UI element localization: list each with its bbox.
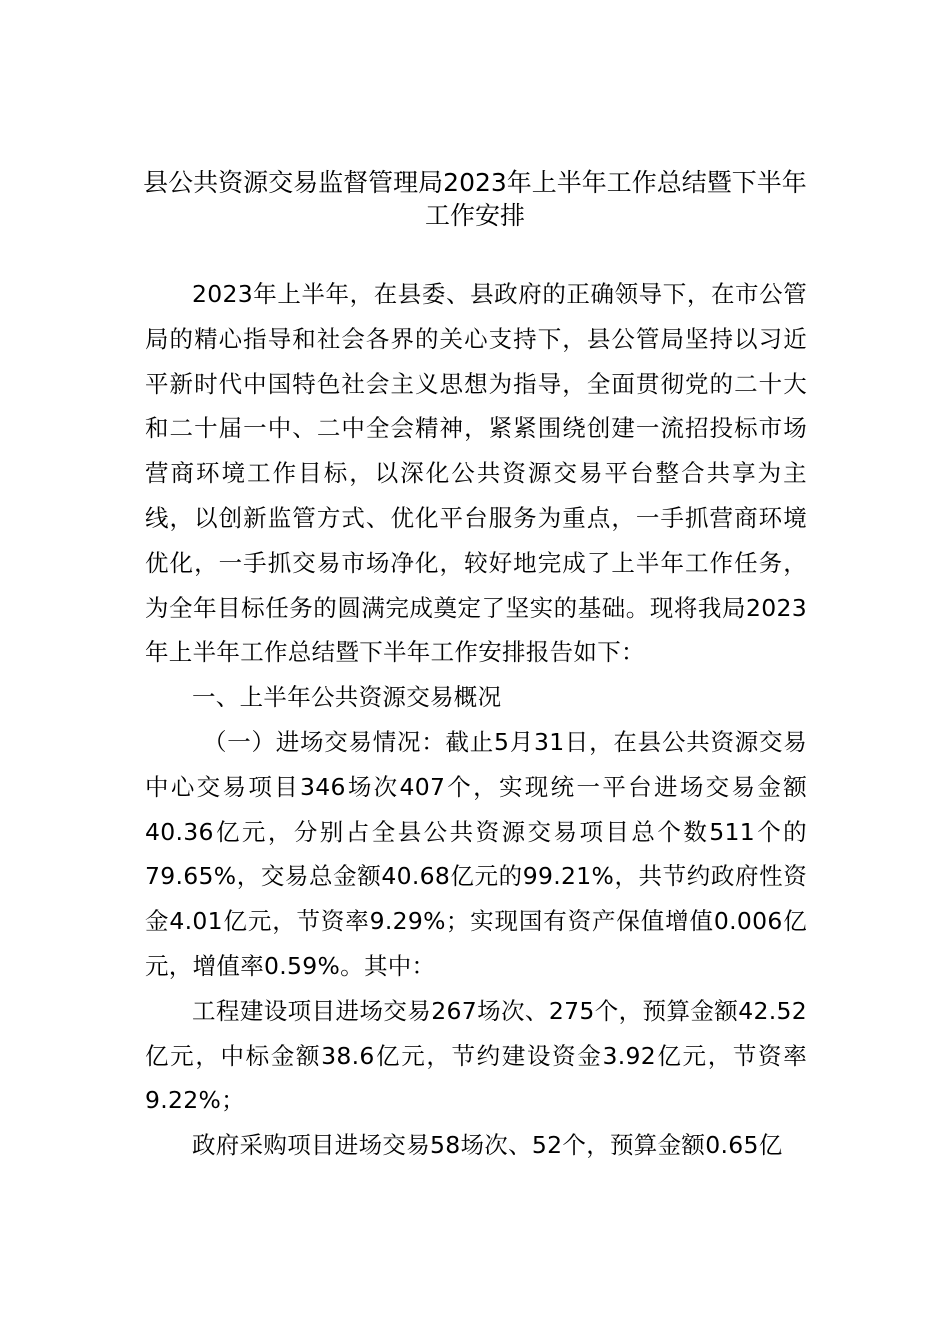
- document-title: [120, 166, 830, 232]
- procurement-paragraph: 政府采购项目进场交易58场次、52个，预算金额0.65亿: [192, 1131, 783, 1160]
- section-heading-1: 一、上半年公共资源交易概况: [192, 683, 502, 712]
- subsection-paragraph-1: （一）进场交易情况：截止5月31日，在县公共资源交易中心交易项目346场次407个，实现统一平台进场交易金额40.36亿元，分别占全县公共资源交易项目总个数511个的79.65%，交易总金额40.68亿元的99.21%，共节约政府性资金4.01亿元，节资率9.29%；实现国有资产保值增值0.006亿元，增值率0.59%。其中：: [145, 727, 807, 980]
- title-line-2: 工作安排: [424, 201, 525, 230]
- title-line-1: 县公共资源交易监督管理局2023年上半年工作总结暨下半年: [143, 168, 807, 197]
- intro-paragraph: 2023年上半年，在县委、县政府的正确领导下，在市公管局的精心指导和社会各界的关心支持下，县公管局坚持以习近平新时代中国特色社会主义思想为指导，全面贯彻党的二十大和二十届一中、二中全会精神，紧紧围绕创建一流招投标市场营商环境工作目标，以深化公共资源交易平台整合共享为主线，以创新监管方式、优化平台服务为重点，一手抓营商环境优化，一手抓交易市场净化，较好地完成了上半年工作任务，为全年目标任务的圆满完成奠定了坚实的基础。现将我局2023年上半年工作总结暨下半年工作安排报告如下：: [145, 280, 807, 667]
- document-body: [145, 272, 807, 1168]
- engineering-paragraph: 工程建设项目进场交易267场次、275个，预算金额42.52亿元，中标金额38.6亿元，节约建设资金3.92亿元，节资率9.22%；: [145, 996, 807, 1115]
